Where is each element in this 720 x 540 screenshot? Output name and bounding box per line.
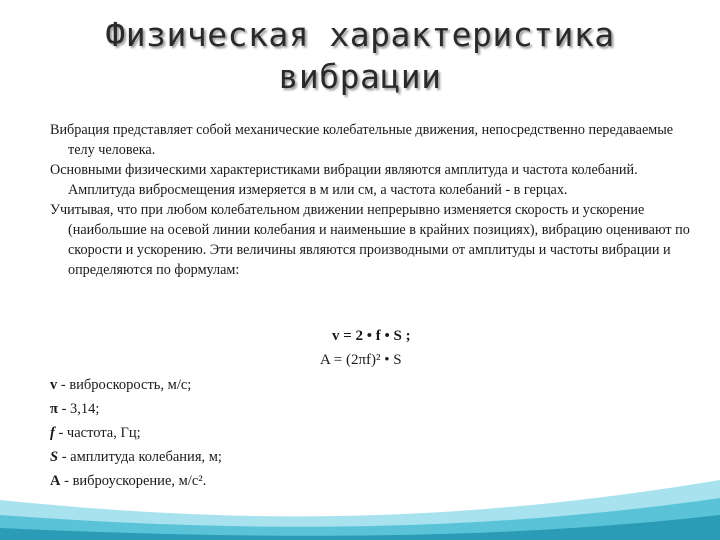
paragraph-definition: Вибрация представляет собой механические колебательные движения, непосредственно передаваемые телу человека. [50,122,674,158]
legend-symbol: π [50,401,58,417]
legend-symbol: v [50,377,58,393]
paragraph-characteristics: Основными физическими характеристиками вибрации являются амплитуда и частота колебаний. Амплитуда виброcмещения измеряется в м или см, а частота колебаний - в герцах. [50,162,638,198]
legend-symbol: A [50,473,61,489]
paragraph-formulas-intro: Учитывая, что при любом колебательном движении непрерывно изменяется скорость и ускорение (наибольшие на осевой линии колебания и наименьшие в крайних позициях), вибрацию оценивают по скорости и ускорению. Эти величины являются производными от амплитуды и частоты вибрации и определяются по формулам: [50,202,690,278]
formula-velocity: v = 2 • f • S ; [332,328,411,344]
legend-symbol: S [50,449,59,465]
legend-item-frequency [50,421,222,445]
slide-title [100,14,620,98]
legend-text: - частота, Гц; [54,425,141,441]
formula-acceleration: A = (2πf)² • S [320,352,402,368]
legend-symbol: f [50,425,55,441]
legend-text: - 3,14; [57,401,100,417]
legend-item-pi [50,397,222,421]
legend-item-velocity [50,373,222,397]
body-text [50,120,690,280]
decorative-ribbon [0,460,720,540]
legend-text: - виброскорость, м/с; [57,377,192,393]
legend-text: - виброускорение, м/с². [60,473,207,489]
title-line-2: вибрации [278,57,442,96]
legend-text: - амплитуда колебания, м; [58,449,222,465]
title-line-1: Физическая характеристика [105,15,615,54]
